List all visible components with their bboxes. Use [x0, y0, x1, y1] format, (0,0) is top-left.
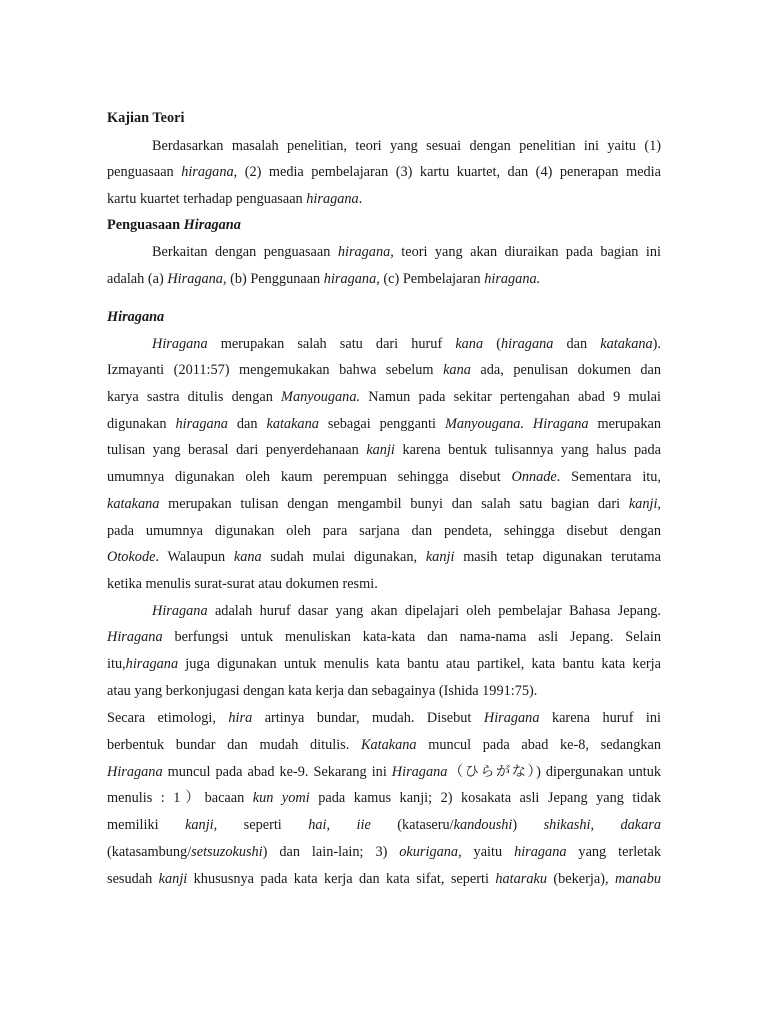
paragraph-3-line: Otokode. Walaupun kana sudah mulai digunakan, kanji masih tetap digunakan terutama [107, 549, 661, 565]
paragraph-3-line: digunakan hiragana dan katakana sebagai pengganti Manyougana. Hiragana merupakan [107, 416, 661, 432]
paragraph-2-line: adalah (a) Hiragana, (b) Penggunaan hiragana, (c) Pembelajaran hiragana. [107, 271, 541, 287]
paragraph-5-line: berbentuk bundar dan mudah ditulis. Katakana muncul pada abad ke-8, sedangkan [107, 737, 661, 753]
heading-hiragana: Hiragana [107, 309, 165, 325]
paragraph-3-line: katakana merupakan tulisan dengan mengambil bunyi dan salah satu bagian dari kanji, [107, 496, 661, 512]
paragraph-4-line: Hiragana adalah huruf dasar yang akan dipelajari oleh pembelajar Bahasa Jepang. [152, 603, 661, 619]
paragraph-5-line: sesudah kanji khususnya pada kata kerja dan kata sifat, seperti hataraku (bekerja), manabu [107, 871, 662, 887]
paragraph-intro-line: penguasaan hiragana, (2) media pembelajaran (3) kartu kuartet, dan (4) penerapan media [107, 164, 662, 180]
heading-penguasaan-hiragana: Penguasaan Hiragana [107, 217, 241, 233]
paragraph-5-line: Secara etimologi, hira artinya bundar, mudah. Disebut Hiragana karena huruf ini [107, 710, 662, 726]
heading-kajian-teori: Kajian Teori [107, 110, 185, 126]
paragraph-5-line: menulis : 1）bacaan kun yomi pada kamus kanji; 2) kosakata asli Jepang yang tidak [107, 790, 662, 806]
paragraph-3-line: pada umumnya digunakan oleh para sarjana dan pendeta, sehingga disebut dengan [107, 523, 661, 539]
paragraph-3-line: Izmayanti (2011:57) mengemukakan bahwa sebelum kana ada, penulisan dokumen dan [107, 362, 662, 378]
paragraph-4-line: atau yang berkonjugasi dengan kata kerja dan sebagainya (Ishida 1991:75). [107, 683, 538, 699]
paragraph-3-line: karya sastra ditulis dengan Manyougana. Namun pada sekitar pertengahan abad 9 mulai [107, 389, 661, 405]
paragraph-4-line: Hiragana berfungsi untuk menuliskan kata-kata dan nama-nama asli Jepang. Selain [107, 629, 661, 645]
paragraph-3-line: Hiragana merupakan salah satu dari huruf kana (hiragana dan katakana). [152, 336, 661, 352]
paragraph-5-line: Hiragana muncul pada abad ke-9. Sekarang ini Hiragana（ひらがな）) dipergunakan untuk [107, 764, 661, 780]
paragraph-intro-line: kartu kuartet terhadap penguasaan hiragana. [107, 191, 363, 207]
paragraph-5-line: memiliki kanji, seperti hai, iie (kataseru/kandoushi) shikashi, dakara [107, 817, 662, 833]
paragraph-3-line: ketika menulis surat-surat atau dokumen resmi. [107, 576, 378, 592]
paragraph-4-line: itu,hiragana juga digunakan untuk menulis kata bantu atau partikel, kata bantu kata kerja [107, 656, 661, 672]
paragraph-2-line: Berkaitan dengan penguasaan hiragana, teori yang akan diuraikan pada bagian ini [152, 244, 661, 260]
paragraph-intro-line: Berdasarkan masalah penelitian, teori yang sesuai dengan penelitian ini yaitu (1) [152, 138, 661, 154]
paragraph-5-line: (katasambung/setsuzokushi) dan lain-lain; 3) okurigana, yaitu hiragana yang terletak [107, 844, 661, 860]
paragraph-3-line: umumnya digunakan oleh kaum perempuan sehingga disebut Onnade. Sementara itu, [107, 469, 662, 485]
paragraph-3-line: tulisan yang berasal dari penyerdehanaan kanji karena bentuk tulisannya yang halus pada [107, 442, 661, 458]
